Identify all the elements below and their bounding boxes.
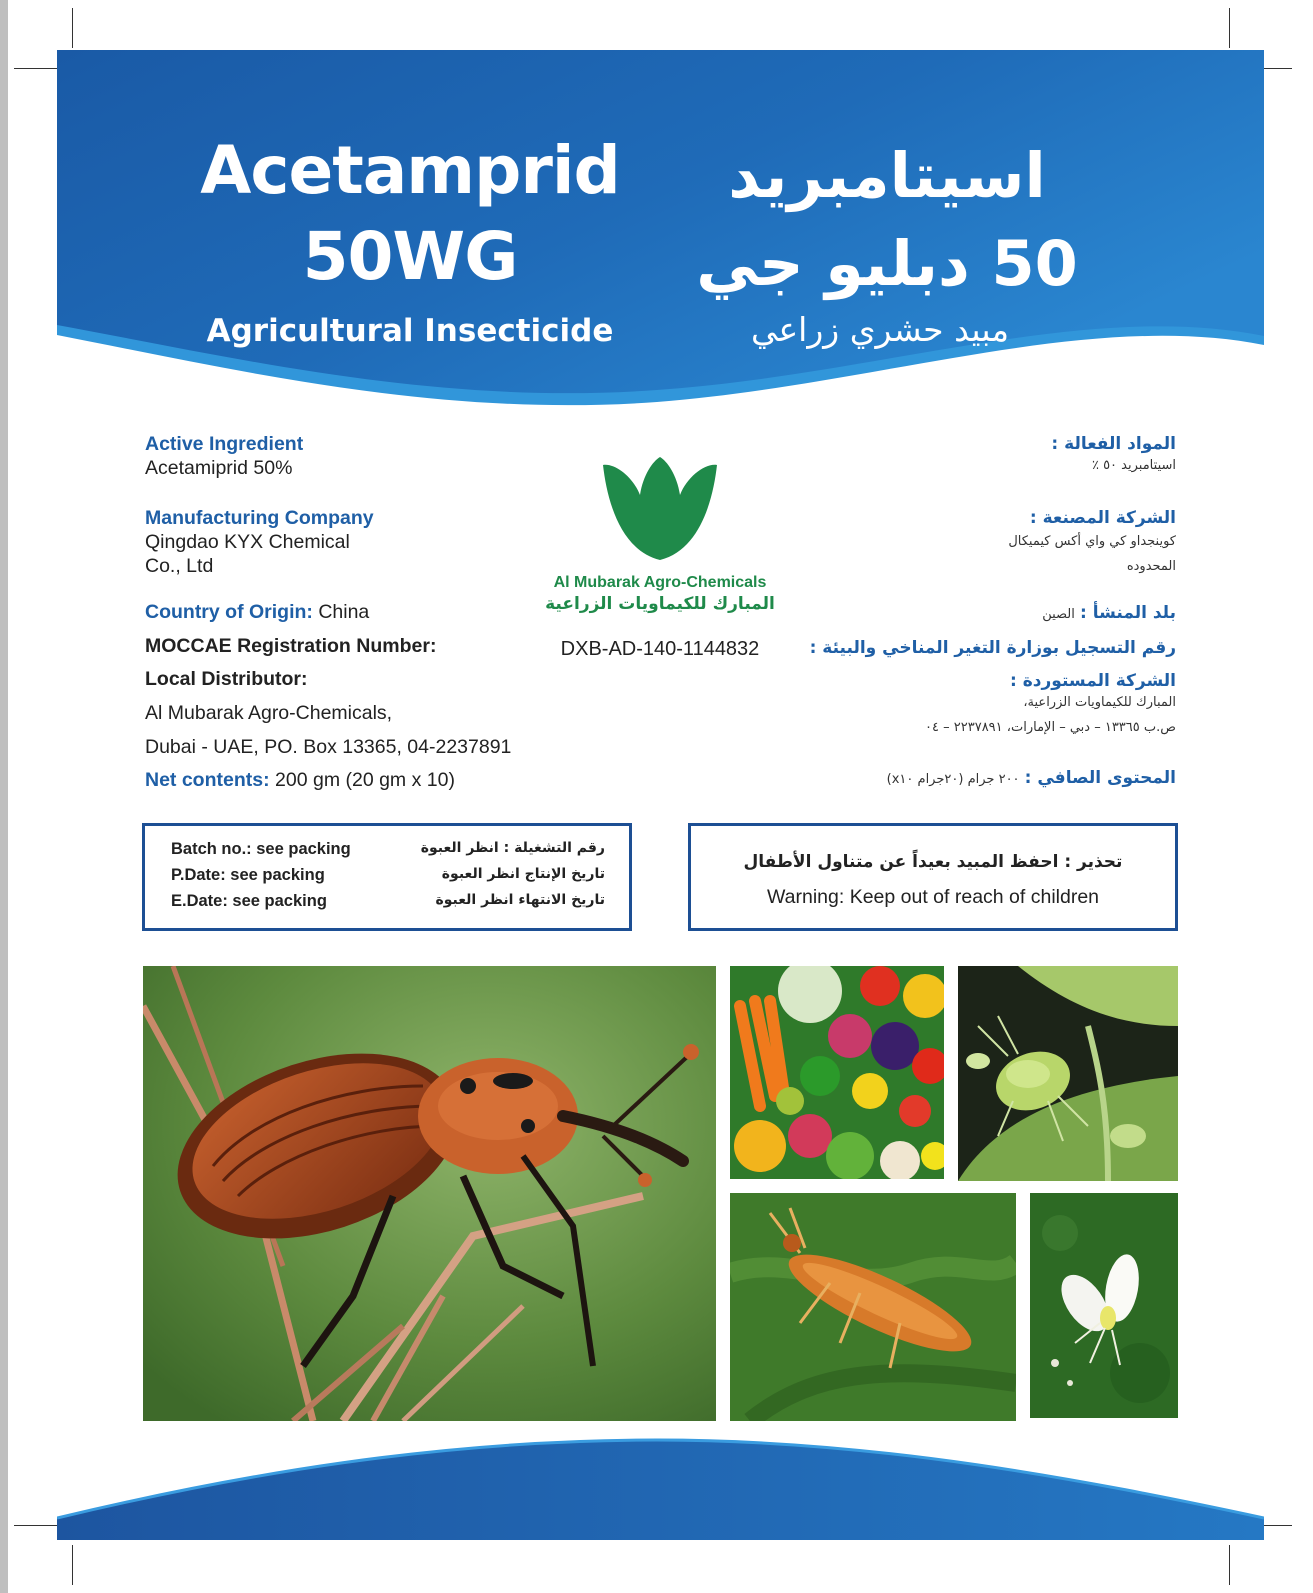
batch-no-en: Batch no.: see packing xyxy=(171,840,351,858)
crop-mark xyxy=(1229,1545,1230,1585)
origin-value: China xyxy=(318,601,370,623)
thrips-photo xyxy=(730,1193,1016,1421)
crop-mark xyxy=(14,1525,58,1526)
batch-no-ar: رقم التشغيلة : انظر العبوة xyxy=(420,840,605,856)
manufacturer-label: Manufacturing Company xyxy=(145,507,374,529)
distributor-line2-en: Dubai - UAE, PO. Box 13365, 04-2237891 xyxy=(145,736,512,758)
tulip-leaf-icon xyxy=(595,455,725,565)
footer-wave-shape xyxy=(57,1430,1264,1540)
origin-label: Country of Origin: xyxy=(145,601,313,623)
distributor-ar xyxy=(925,671,1176,735)
warning-ar: تحذير : احفظ المبيد بعيداً عن متناول الأطفال xyxy=(743,852,1123,872)
active-ingredient-value: Acetamiprid 50% xyxy=(145,457,293,479)
batch-row xyxy=(171,866,605,892)
origin-en xyxy=(145,600,369,624)
product-title-ar xyxy=(677,132,1097,308)
distributor-line2-ar: ص.ب ١٣٣٦٥ – دبي – الإمارات، ٢٢٣٧٨٩١ – ٠٤ xyxy=(925,720,1176,735)
distributor-line1-ar: المبارك للكيماويات الزراعية، xyxy=(1023,695,1176,710)
logo-name-ar: المبارك للكيماويات الزراعية xyxy=(545,594,775,614)
warning-box xyxy=(688,823,1178,931)
page-edge xyxy=(0,0,8,1593)
registration-label-en: MOCCAE Registration Number: xyxy=(145,635,437,657)
whitefly-photo xyxy=(1030,1193,1178,1418)
active-ingredient-label: Active Ingredient xyxy=(145,433,304,455)
origin-value-ar: الصين xyxy=(1042,607,1075,622)
active-ingredient-label-ar: المواد الفعالة : xyxy=(1051,434,1176,454)
net-contents-label-ar: المحتوى الصافي : xyxy=(1024,768,1176,788)
footer-banner xyxy=(57,1430,1264,1540)
company-logo xyxy=(540,455,780,614)
batch-row xyxy=(171,840,605,866)
product-subtitle-en: Agricultural Insecticide xyxy=(206,313,614,349)
vegetables-photo xyxy=(730,966,944,1179)
title-ar-line1: اسيتامبريد xyxy=(728,139,1046,212)
header-banner xyxy=(57,50,1264,425)
product-title-en xyxy=(190,128,630,300)
net-contents-value: 200 gm (20 gm x 10) xyxy=(275,769,455,791)
origin-ar xyxy=(1042,603,1176,623)
warning-en: Warning: Keep out of reach of children xyxy=(766,886,1100,908)
distributor-label-en: Local Distributor: xyxy=(145,668,308,690)
manufacturer-label-ar: الشركة المصنعة : xyxy=(1029,508,1176,528)
expiry-date-en: E.Date: see packing xyxy=(171,892,327,910)
registration-label-ar: رقم التسجيل بوزارة التغير المناخي والبيئة : xyxy=(809,638,1176,658)
production-date-ar: تاريخ الإنتاج انظر العبوة xyxy=(441,866,605,882)
net-contents-label: Net contents: xyxy=(145,769,270,791)
product-subtitle-ar: مبيد حشري زراعي xyxy=(750,310,1009,349)
batch-info-box xyxy=(142,823,632,931)
net-contents-value-ar: ٢٠٠ جرام (٢٠جرام x١٠) xyxy=(886,772,1020,787)
expiry-date-ar: تاريخ الانتهاء انظر العبوة xyxy=(435,892,605,908)
logo-name-en: Al Mubarak Agro-Chemicals xyxy=(553,574,767,591)
registration-number: DXB-AD-140-1144832 xyxy=(560,638,760,660)
active-ingredient-value-ar: اسيتامبريد ٥٠ ٪ xyxy=(1091,458,1176,473)
crop-mark xyxy=(1229,8,1230,48)
crop-mark xyxy=(14,68,58,69)
title-ar-line2: 50 دبليو جي xyxy=(696,227,1078,300)
manufacturer-ar xyxy=(1008,508,1176,574)
aphid-photo xyxy=(958,966,1178,1181)
crop-mark xyxy=(72,1545,73,1585)
net-contents-en xyxy=(145,768,455,792)
manufacturer-line2: Co., Ltd xyxy=(145,555,214,577)
net-contents-ar xyxy=(887,768,1176,788)
batch-row xyxy=(171,892,605,918)
manufacturer-line1: Qingdao KYX Chemical xyxy=(145,531,350,553)
production-date-en: P.Date: see packing xyxy=(171,866,325,884)
distributor-label-ar: الشركة المستوردة : xyxy=(1010,671,1176,691)
manufacturer-line2-ar: المحدوده xyxy=(1126,559,1176,574)
weevil-photo xyxy=(143,966,716,1421)
title-en-line1: Acetamprid xyxy=(200,132,620,209)
active-ingredient-en xyxy=(145,432,303,480)
distributor-line1-en: Al Mubarak Agro-Chemicals, xyxy=(145,702,393,724)
origin-label-ar: بلد المنشأ : xyxy=(1079,603,1176,623)
manufacturer-line1-ar: كوينجداو كي واي أكس كيميكال xyxy=(1008,534,1176,549)
manufacturer-en xyxy=(145,506,374,578)
title-en-line2: 50WG xyxy=(302,218,518,295)
active-ingredient-ar xyxy=(1051,434,1176,473)
crop-mark xyxy=(72,8,73,48)
